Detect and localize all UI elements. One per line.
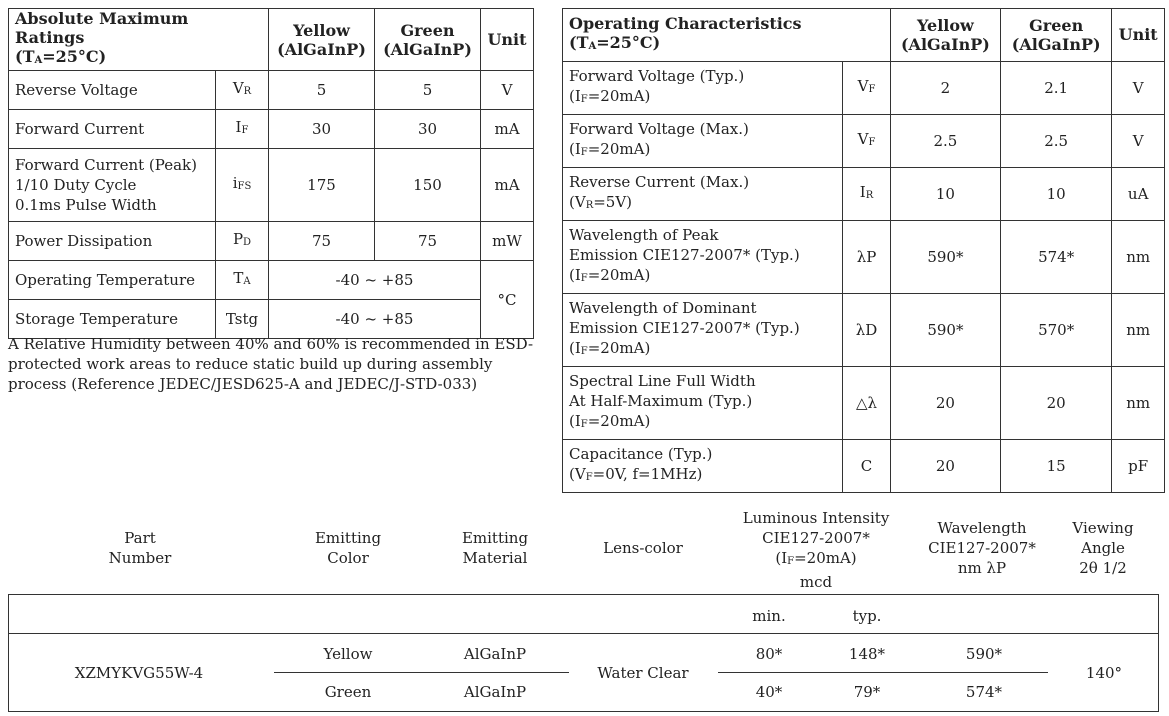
sym-sub: FS [237, 181, 252, 192]
table-row [563, 168, 1165, 221]
h-line: CIE127-2007* [762, 529, 870, 547]
row-divider [9, 633, 1158, 634]
op-yellow: 590* [890, 294, 1000, 367]
op-unit: nm [1112, 294, 1165, 367]
h-line: Emitting [461, 529, 529, 547]
cond-pre: (V [569, 465, 586, 483]
abs-unit: mA [481, 110, 534, 149]
abs-col-yellow [269, 9, 375, 71]
abs-param: Power Dissipation [9, 222, 216, 261]
sym: P [232, 230, 244, 248]
op-col-green-mat: (AlGaInP) [1011, 35, 1101, 54]
op-green: 570* [1001, 294, 1112, 367]
operating-characteristics-table [562, 8, 1165, 493]
row-green-color: Green [324, 683, 372, 701]
h-line: Luminous Intensity [742, 509, 890, 527]
op-symbol: △λ [843, 367, 891, 440]
cond-pre: (I [569, 140, 581, 158]
op-param-line: Forward Voltage (Typ.) [569, 67, 745, 85]
sym: T [233, 269, 244, 287]
sub-min: min. [752, 607, 786, 625]
table-row [563, 115, 1165, 168]
op-col-yellow [890, 9, 1000, 62]
op-unit: V [1112, 115, 1165, 168]
op-param [563, 62, 843, 115]
h-sub: F [787, 556, 795, 567]
cond-sub: F [585, 472, 593, 483]
sym: V [857, 77, 869, 95]
table-row [563, 294, 1165, 367]
sym: i [232, 174, 238, 192]
op-param [563, 168, 843, 221]
op-yellow: 2 [890, 62, 1000, 115]
sym-sub: R [243, 86, 252, 97]
sym-sub: D [243, 237, 252, 248]
cond-post: =0V, f=1MHz) [592, 465, 703, 483]
abs-param: Forward Current [9, 110, 216, 149]
abs-unit: V [481, 71, 534, 110]
op-cond-pre: (T [569, 33, 589, 52]
abs-symbol [216, 71, 269, 110]
header-lens-color: Lens-color [603, 539, 683, 557]
abs-header-title [9, 9, 269, 71]
abs-param-line: 0.1ms Pulse Width [15, 196, 157, 214]
op-col-unit: Unit [1112, 9, 1165, 62]
op-param-line: Spectral Line Full Width [569, 372, 756, 390]
sub-typ: typ. [852, 607, 882, 625]
cond-sub: R [585, 200, 594, 211]
cond-sub: F [580, 147, 588, 158]
cond-post: =20mA) [587, 412, 651, 430]
op-yellow: 20 [890, 367, 1000, 440]
abs-cond-post: =25°C) [42, 47, 107, 66]
h-line: Number [108, 549, 172, 567]
cond-pre: (I [569, 412, 581, 430]
row-yellow-color: Yellow [323, 645, 373, 663]
abs-param: Storage Temperature [9, 300, 216, 339]
op-param [563, 221, 843, 294]
abs-param-line: 1/10 Duty Cycle [15, 176, 137, 194]
h-line: nm λP [957, 559, 1007, 577]
op-col-green-label: Green [1029, 16, 1084, 35]
table-row [9, 261, 534, 300]
op-param-line: Emission CIE127-2007* (Typ.) [569, 319, 800, 337]
cond-pre: (V [569, 193, 586, 211]
row-green-typ: 79* [853, 683, 881, 701]
row-yellow-min: 80* [755, 645, 783, 663]
op-param-line: Forward Voltage (Max.) [569, 120, 749, 138]
op-unit: uA [1112, 168, 1165, 221]
op-symbol [843, 168, 891, 221]
cond-pre: (I [569, 339, 581, 357]
h-line: 2θ 1/2 [1079, 559, 1127, 577]
abs-param: Reverse Voltage [9, 71, 216, 110]
h-line: Part [124, 529, 156, 547]
op-unit: nm [1112, 367, 1165, 440]
abs-cond-sub: A [34, 55, 43, 66]
h-line: Angle [1081, 539, 1125, 557]
abs-symbol [216, 110, 269, 149]
abs-param: Operating Temperature [9, 261, 216, 300]
abs-unit: mA [481, 149, 534, 222]
h-line: CIE127-2007* [928, 539, 1036, 557]
op-param [563, 367, 843, 440]
op-yellow: 2.5 [890, 115, 1000, 168]
op-param-line: Wavelength of Dominant [569, 299, 757, 317]
op-yellow: 10 [890, 168, 1000, 221]
op-unit: V [1112, 62, 1165, 115]
abs-yellow: 30 [269, 110, 375, 149]
op-param-line: Reverse Current (Max.) [569, 173, 750, 191]
cond-pre: (I [569, 266, 581, 284]
abs-col-green [375, 9, 481, 71]
h-pre: (I [775, 549, 788, 567]
op-col-green [1001, 9, 1112, 62]
abs-green: 75 [375, 222, 481, 261]
op-green: 2.1 [1001, 62, 1112, 115]
op-green: 2.5 [1001, 115, 1112, 168]
op-symbol: λP [843, 221, 891, 294]
absolute-max-ratings-table [8, 8, 534, 339]
table-row [9, 300, 534, 339]
abs-unit: mW [481, 222, 534, 261]
op-green: 574* [1001, 221, 1112, 294]
op-symbol: λD [843, 294, 891, 367]
cond-post: =20mA) [587, 140, 651, 158]
part-number-table [8, 594, 1159, 712]
abs-title: Absolute Maximum Ratings [15, 9, 189, 47]
abs-cond-pre: (T [15, 47, 35, 66]
humidity-note: A Relative Humidity between 40% and 60% is recommended in ESD-protected work areas to reduce static build up during assembly process (Reference JEDEC/JESD625-A and JEDEC/J-STD-033) [8, 335, 534, 393]
cond-sub: F [580, 419, 588, 430]
part-table-header [0, 508, 1169, 594]
cond-post: =20mA) [587, 339, 651, 357]
h-line: Wavelength [937, 519, 1027, 537]
op-green: 20 [1001, 367, 1112, 440]
sym-sub: F [241, 125, 249, 136]
op-yellow: 20 [890, 440, 1000, 493]
abs-col-green-label: Green [400, 20, 455, 40]
row-divider [718, 672, 1048, 673]
abs-yellow: 175 [269, 149, 375, 222]
viewing-angle: 140° [1085, 664, 1123, 682]
abs-param-line: Forward Current (Peak) [15, 156, 197, 174]
row-green-material: AlGaInP [463, 683, 527, 701]
h-line: mcd [799, 573, 833, 591]
abs-col-yellow-mat: (AlGaInP) [277, 39, 366, 59]
sym: V [857, 130, 869, 148]
abs-range: -40 ~ +85 [269, 261, 481, 300]
op-header-title [563, 9, 891, 62]
sym-sub: R [865, 190, 874, 201]
sym: I [859, 183, 866, 201]
op-cond-sub: A [588, 41, 597, 52]
lens-color: Water Clear [597, 664, 689, 682]
op-param-line: Emission CIE127-2007* (Typ.) [569, 246, 800, 264]
abs-green: 30 [375, 110, 481, 149]
table-row [563, 440, 1165, 493]
cond-post: =5V) [593, 193, 633, 211]
header-emitting-material [435, 528, 555, 568]
op-unit: pF [1112, 440, 1165, 493]
abs-col-green-mat: (AlGaInP) [383, 39, 472, 59]
abs-temp-unit: °C [481, 261, 534, 339]
table-row [563, 221, 1165, 294]
row-yellow-typ: 148* [848, 645, 886, 663]
op-cond-post: =25°C) [596, 33, 661, 52]
header-emitting-color [288, 528, 408, 568]
h-post: =20mA) [794, 549, 857, 567]
table-row [9, 71, 534, 110]
sym: I [235, 118, 242, 136]
h-line: Material [462, 549, 528, 567]
abs-col-unit: Unit [481, 9, 534, 71]
abs-green: 150 [375, 149, 481, 222]
abs-yellow: 75 [269, 222, 375, 261]
cond-post: =20mA) [587, 87, 651, 105]
h-line: Viewing [1072, 519, 1134, 537]
abs-symbol [216, 261, 269, 300]
op-unit: nm [1112, 221, 1165, 294]
h-line: Emitting [314, 529, 382, 547]
op-green: 10 [1001, 168, 1112, 221]
cond-sub: F [580, 273, 588, 284]
abs-symbol [216, 222, 269, 261]
abs-green: 5 [375, 71, 481, 110]
op-symbol: C [843, 440, 891, 493]
header-part-number [80, 528, 200, 568]
table-row [9, 149, 534, 222]
op-symbol [843, 62, 891, 115]
cond-post: =20mA) [587, 266, 651, 284]
header-wavelength [922, 518, 1042, 578]
table-row [563, 367, 1165, 440]
row-yellow-wavelength: 590* [965, 645, 1003, 663]
sym: V [232, 79, 244, 97]
table-row [9, 222, 534, 261]
op-col-yellow-mat: (AlGaInP) [900, 35, 990, 54]
abs-range: -40 ~ +85 [269, 300, 481, 339]
cond-pre: (I [569, 87, 581, 105]
cond-sub: F [580, 346, 588, 357]
op-symbol [843, 115, 891, 168]
header-viewing-angle [1058, 518, 1148, 578]
op-param [563, 440, 843, 493]
op-param [563, 115, 843, 168]
row-yellow-material: AlGaInP [463, 645, 527, 663]
op-param-line: At Half-Maximum (Typ.) [569, 392, 753, 410]
table-row [9, 110, 534, 149]
header-luminous-intensity [726, 508, 906, 592]
op-yellow: 590* [890, 221, 1000, 294]
row-green-min: 40* [755, 683, 783, 701]
table-row [563, 62, 1165, 115]
abs-symbol [216, 149, 269, 222]
op-param [563, 294, 843, 367]
sym-sub: F [868, 84, 876, 95]
op-green: 15 [1001, 440, 1112, 493]
row-green-wavelength: 574* [965, 683, 1003, 701]
part-number: XZMYKVG55W-4 [74, 664, 204, 682]
op-param-line: Wavelength of Peak [569, 226, 719, 244]
abs-yellow: 5 [269, 71, 375, 110]
op-param-line: Capacitance (Typ.) [569, 445, 713, 463]
abs-col-yellow-label: Yellow [293, 20, 350, 40]
cond-sub: F [580, 94, 588, 105]
h-line: Color [327, 549, 369, 567]
sym-sub: A [243, 276, 251, 287]
sym-sub: F [868, 137, 876, 148]
abs-symbol: Tstg [216, 300, 269, 339]
abs-param [9, 149, 216, 222]
op-title: Operating Characteristics [569, 14, 802, 33]
row-divider [274, 672, 569, 673]
op-col-yellow-label: Yellow [916, 16, 974, 35]
